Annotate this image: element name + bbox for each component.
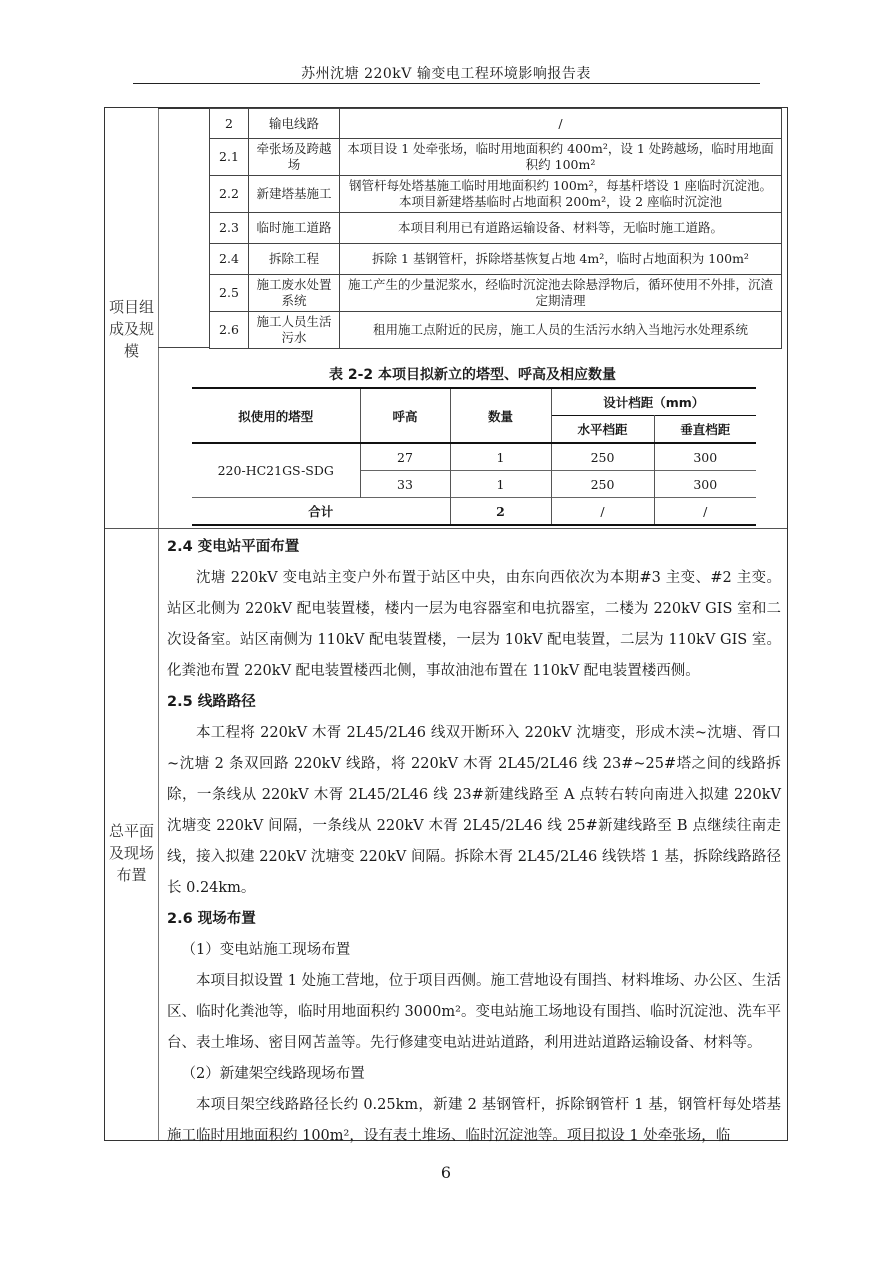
item-number: 2.3 [210,213,249,244]
table-header-row [192,388,756,416]
count-cell: 1 [450,471,551,498]
item-description: 施工产生的少量泥浆水，经临时沉淀池去除悬浮物后，循环使用不外排，沉渣定期清理 [340,275,782,312]
item-number: 2 [210,109,249,139]
table-row [210,244,782,275]
item-description: 本项目利用已有道路运输设备、材料等，无临时施工道路。 [340,213,782,244]
horizontal-span-cell: 250 [551,443,654,471]
item-number: 2.4 [210,244,249,275]
horizontal-span-cell: 250 [551,471,654,498]
paragraph-substation-site: 本项目拟设置 1 处施工营地，位于项目西侧。施工营地设有围挡、材料堆场、办公区、生活区、临时化粪池等，临时用地面积约 3000m²。变电站施工场地设有围挡、临时沉淀池、洗车平台、表土堆场、密目网苫盖等。先行修建变电站进站道路，利用进站道路运输设备、材料等。 [167,973,781,1051]
table1-blank-column [158,108,209,348]
header-rule [133,83,760,84]
item-description: 钢管杆每处塔基施工临时用地面积约 100m²，每基杆塔设 1 座临时沉淀池。本项目新建塔基临时占地面积 200m²，设 2 座临时沉淀池 [340,176,782,213]
table-row [210,109,782,139]
header-horizontal-span: 水平档距 [551,416,654,444]
total-horizontal: / [551,498,654,526]
header-count: 数量 [450,388,551,443]
report-table [104,107,788,1144]
table-row [210,139,782,176]
page-number: 6 [440,1163,452,1182]
section-label-layout: 总平面及现场布置 [108,822,154,884]
total-label: 合计 [192,498,450,526]
table-row [210,176,782,213]
item-number: 2.2 [210,176,249,213]
item-number: 2.5 [210,275,249,312]
item-description: 本项目设 1 处牵张场，临时用地面积约 400m²，设 1 处跨越场，临时用地面积约 100m² [340,139,782,176]
header-design-span: 设计档距（mm） [551,388,756,416]
item-name: 牵张场及跨越场 [249,139,340,176]
item-number: 2.1 [210,139,249,176]
layout-section-body [167,532,781,1152]
section-divider [105,528,787,529]
tower-type-table [192,387,756,526]
item-name: 输电线路 [249,109,340,139]
item-description: 租用施工点附近的民房，施工人员的生活污水纳入当地污水处理系统 [340,312,782,349]
subheading-substation-site: （1）变电站施工现场布置 [181,942,351,958]
heading-2-5: 2.5 线路路径 [167,694,256,710]
header-height: 呼高 [360,388,450,443]
header-tower-type: 拟使用的塔型 [192,388,360,443]
item-name: 施工人员生活污水 [249,312,340,349]
table-row [210,312,782,349]
height-cell: 33 [360,471,450,498]
height-cell: 27 [360,443,450,471]
item-description: 拆除 1 基钢管杆，拆除塔基恢复占地 4m²，临时占地面积为 100m² [340,244,782,275]
header-vertical-span: 垂直档距 [654,416,756,444]
vertical-span-cell: 300 [654,443,756,471]
section-label-project-composition: 项目组成及规模 [108,298,154,360]
table-row [210,275,782,312]
item-name: 拆除工程 [249,244,340,275]
paragraph-overhead-line-site: 本项目架空线路路径长约 0.25km，新建 2 基钢管杆，拆除钢管杆 1 基，钢管杆每处塔基施工临时用地面积约 100m²，设有表土堆场、临时沉淀池等。项目拟设 1 处牵张场，临 [167,1097,781,1144]
table-row [192,443,756,471]
count-cell: 1 [450,443,551,471]
paragraph-substation-layout: 沈塘 220kV 变电站主变户外布置于站区中央，由东向西依次为本期#3 主变、#2 主变。站区北侧为 220kV 配电装置楼，楼内一层为电容器室和电抗器室，二楼为 220kV GIS 室和二次设备室。站区南侧为 110kV 配电装置楼，一层为 10kV 配电装置，二层为 110kV GIS 室。化粪池布置 220kV 配电装置楼西北侧，事故油池布置在 110kV 配电装置楼西侧。 [167,570,781,679]
tower-type-cell: 220-HC21GS-SDG [192,443,360,498]
document-header-title: 苏州沈塘 220kV 输变电工程环境影响报告表 [301,66,591,82]
table2-caption: 表 2-2 本项目拟新立的塔型、呼高及相应数量 [328,367,617,383]
total-vertical: / [654,498,756,526]
item-name: 临时施工道路 [249,213,340,244]
item-name: 新建塔基施工 [249,176,340,213]
item-description: / [340,109,782,139]
vertical-span-cell: 300 [654,471,756,498]
table-row [210,213,782,244]
heading-2-4: 2.4 变电站平面布置 [167,539,300,555]
item-number: 2.6 [210,312,249,349]
construction-items-table [209,108,782,349]
heading-2-6: 2.6 现场布置 [167,911,256,927]
subheading-overhead-line-site: （2）新建架空线路现场布置 [181,1066,365,1082]
table-total-row [192,498,756,526]
item-name: 施工废水处置系统 [249,275,340,312]
total-count: 2 [450,498,551,526]
paragraph-line-route: 本工程将 220kV 木胥 2L45/2L46 线双开断环入 220kV 沈塘变，形成木渎~沈塘、胥口~沈塘 2 条双回路 220kV 线路，将 220kV 木胥 2L45/2L46 线 23#~25#塔之间的线路拆除，一条线从 220kV 木胥 2L45/2L46 线 23#新建线路至 A 点转右转向南进入拟建 220kV 沈塘变 220kV 间隔，一条线从 220kV 木胥 2L45/2L46 线 25#新建线路至 B 点继续往南走线，接入拟建 220kV 沈塘变 220kV 间隔。拆除木胥 2L45/2L46 线铁塔 1 基，拆除线路路径长 0.24km。 [167,725,781,896]
